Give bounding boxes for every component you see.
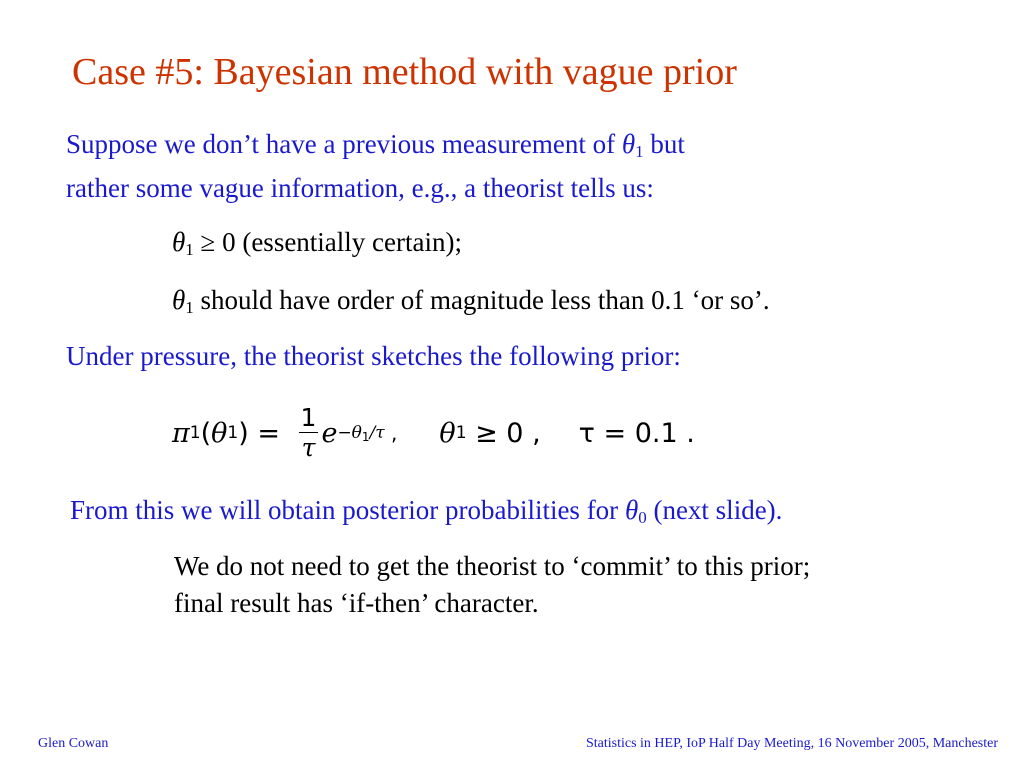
theta-symbol: θ [172,285,186,315]
commit-text [174,548,810,622]
prior-formula: π 1 ( θ 1 ) = $\frac{1}{\tau}$ e −θ1/τ , θ 1 ≥ 0 , τ = 0.1 . [172,402,695,462]
theta-symbol: θ [624,495,639,525]
commit-line-2: final result has ‘if-then’ character. [174,588,539,618]
theta-subscript: 0 [638,508,647,527]
footer-author: Glen Cowan [38,736,109,751]
pressure-text: Under pressure, the theorist sketches the following prior: [66,341,681,371]
formula-exponent: −θ1/τ [337,422,385,444]
posterior-text: From this we will obtain posterior probabilities for $\theta_0$ (next slide). [70,495,783,527]
theta-symbol: θ [621,129,636,159]
formula-exponential: e [321,417,338,449]
theta-subscript: 1 [185,298,194,317]
theta-subscript: 1 [185,240,194,259]
formula-fraction: $\frac{1}{\tau}$ [300,402,317,462]
condition-theta: θ [439,417,456,449]
tau-value: τ = 0.1 . [578,417,695,449]
bullet-theta-magnitude: $\theta_1$ should have order of magnitude less than 0.1 ‘or so’. [172,285,770,317]
bullet-theta-nonnegative: $\theta_1 \ge 0$ (essentially certain); [172,227,462,259]
footer-event: Statistics in HEP, IoP Half Day Meeting, 16 November 2005, Manchester [585,736,998,751]
formula-pi: π [172,417,190,449]
intro-line-2: rather some vague information, e.g., a theorist tells us: [66,173,654,203]
slide-title: Case #5: Bayesian method with vague prior [72,51,737,93]
theta-subscript: 1 [635,142,644,161]
intro-line-1: Suppose we don’t have a previous measurement of $\theta_1$ but [66,129,685,161]
theta-symbol: θ [172,227,186,257]
intro-text [66,126,685,207]
commit-line-1: We do not need to get the theorist to ‘commit’ to this prior; [174,551,811,581]
